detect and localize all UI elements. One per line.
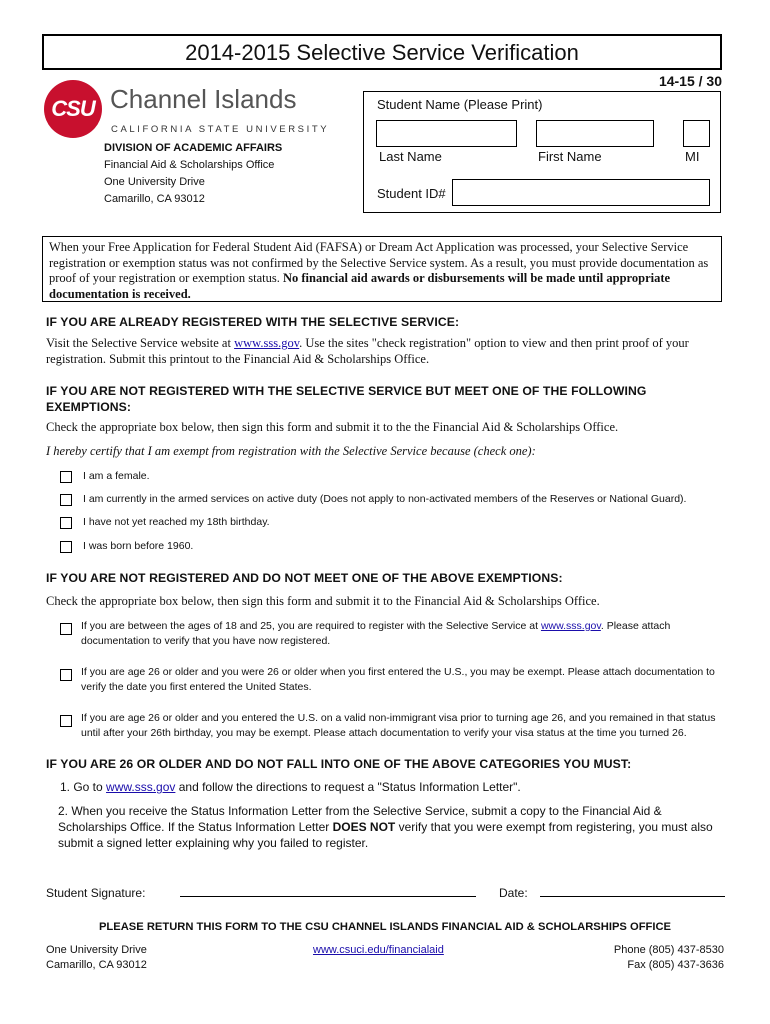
not-exempt-heading: IF YOU ARE NOT REGISTERED AND DO NOT MEET ONE OF THE ABOVE EXEMPTIONS: bbox=[46, 571, 563, 585]
footer-city: Camarillo, CA 93012 bbox=[46, 959, 147, 971]
student-name-label: Student Name (Please Print) bbox=[377, 97, 543, 112]
mi-label: MI bbox=[685, 149, 700, 164]
step2-text-before: 2. When you receive the Status Information Letter from the Selective Service, submit a copy to the Financial Aid & Scholarships Office. If the Status Information Letter bbox=[58, 804, 662, 834]
division-name: DIVISION OF ACADEMIC AFFAIRS bbox=[104, 142, 283, 154]
registered-heading: IF YOU ARE ALREADY REGISTERED WITH THE SELECTIVE SERVICE: bbox=[46, 315, 460, 329]
exempt-female-checkbox[interactable] bbox=[60, 471, 72, 483]
student-id-field[interactable] bbox=[452, 179, 710, 206]
age-26-visa-option: If you are age 26 or older and you entered the U.S. on a valid non-immigrant visa prior to turning age 26, and you remained in that status until after your 26th birthday, you may be exempt. Please attach documentation to verify your visa status at the time you turned 26. bbox=[81, 712, 716, 739]
office-city: Camarillo, CA 93012 bbox=[104, 193, 205, 205]
mi-field[interactable] bbox=[683, 120, 710, 147]
exempt-heading-line2: EXEMPTIONS: bbox=[46, 400, 132, 414]
student-id-label: Student ID# bbox=[377, 186, 446, 201]
exempt-option: I am a female. bbox=[83, 470, 150, 482]
exempt-option: I have not yet reached my 18th birthday. bbox=[83, 516, 270, 528]
age-26-visa-checkbox[interactable] bbox=[60, 715, 72, 727]
first-name-label: First Name bbox=[538, 149, 602, 164]
not-exempt-instruction: Check the appropriate box below, then sign this form and submit it to the Financial Aid & Scholarships Office. bbox=[46, 594, 600, 608]
step2-bold-text: DOES NOT bbox=[332, 820, 396, 834]
sss-link[interactable]: www.sss.gov bbox=[540, 620, 601, 632]
step2-text-after: verify that you were exempt from registering, you must also submit a signed letter explaining why you failed to register. bbox=[58, 820, 713, 850]
department-name: Financial Aid & Scholarships Office bbox=[104, 159, 275, 171]
page-title bbox=[42, 34, 722, 70]
intro-bold-text: No financial aid awards or disbursements will be made until appropriate documentation is received. bbox=[49, 271, 671, 301]
sss-link[interactable]: www.sss.gov bbox=[106, 780, 176, 794]
registered-text bbox=[46, 335, 714, 367]
exempt-option: I was born before 1960. bbox=[83, 540, 194, 552]
sss-link[interactable]: www.sss.gov bbox=[234, 336, 300, 350]
intro-text: When your Free Application for Federal Student Aid (FAFSA) or Dream Act Application was processed, your Selective Service registration or exemption status was not confirmed by the Selective Service system. As a result, you must provide documentation as proof of your registration or exemption status. bbox=[49, 240, 709, 285]
age-26-entered-us-option: If you are age 26 or older and you were 26 or older when you first entered the U.S., you may be exempt. Please attach documentation to verify the date you first entered the United States. bbox=[81, 666, 715, 693]
logo-name: Channel Islands bbox=[110, 84, 297, 114]
exempt-under-18-checkbox[interactable] bbox=[60, 517, 72, 529]
age-18-25-checkbox[interactable] bbox=[60, 623, 72, 635]
step1-text-after: and follow the directions to request a "Status Information Letter". bbox=[175, 780, 521, 794]
footer-phone: Phone (805) 437-8530 bbox=[613, 944, 724, 956]
registered-text-before: Visit the Selective Service website at bbox=[46, 336, 235, 350]
exempt-certify: I hereby certify that I am exempt from registration with the Selective Service because (check one): bbox=[46, 444, 536, 458]
step-1 bbox=[60, 779, 521, 795]
age-18-25-option bbox=[81, 619, 711, 649]
footer-street: One University Drive bbox=[46, 944, 147, 956]
step-2 bbox=[58, 803, 728, 851]
first-name-field[interactable] bbox=[536, 120, 654, 147]
logo-subtitle: CALIFORNIA STATE UNIVERSITY bbox=[111, 124, 330, 135]
date-line[interactable] bbox=[540, 896, 725, 897]
step1-text-before: 1. Go to bbox=[60, 780, 107, 794]
footer-fax: Fax (805) 437-3636 bbox=[627, 959, 724, 971]
office-street: One University Drive bbox=[104, 176, 205, 188]
over-26-heading: IF YOU ARE 26 OR OLDER AND DO NOT FALL INTO ONE OF THE ABOVE CATEGORIES YOU MUST: bbox=[46, 757, 632, 771]
exempt-before-1960-checkbox[interactable] bbox=[60, 541, 72, 553]
last-name-field[interactable] bbox=[376, 120, 517, 147]
registered-text-after: . Use the sites "check registration" option to view and then print proof of your registration. Submit this printout to the Financial Aid & Scholarships Office. bbox=[46, 336, 689, 366]
logo-mark: CSU bbox=[51, 96, 95, 121]
signature-line[interactable] bbox=[180, 896, 476, 897]
title-text: 2014-2015 Selective Service Verification bbox=[185, 40, 579, 65]
intro-notice bbox=[42, 236, 722, 302]
date-label: Date: bbox=[499, 886, 528, 900]
last-name-label: Last Name bbox=[379, 149, 442, 164]
form-code: 14-15 / 30 bbox=[658, 73, 722, 89]
exempt-option: I am currently in the armed services on active duty (Does not apply to non-activated members of the Reserves or National Guard). bbox=[83, 493, 687, 505]
signature-label: Student Signature: bbox=[46, 886, 146, 900]
exempt-heading-line1: IF YOU ARE NOT REGISTERED WITH THE SELECTIVE SERVICE BUT MEET ONE OF THE FOLLOWING bbox=[46, 384, 647, 398]
option1-text-before: If you are between the ages of 18 and 25, you are required to register with the Selective Service at bbox=[81, 620, 541, 632]
age-26-entered-us-checkbox[interactable] bbox=[60, 669, 72, 681]
exempt-active-duty-checkbox[interactable] bbox=[60, 494, 72, 506]
website-link[interactable]: www.csuci.edu/financialaid bbox=[313, 944, 444, 956]
return-notice: PLEASE RETURN THIS FORM TO THE CSU CHANNEL ISLANDS FINANCIAL AID & SCHOLARSHIPS OFFICE bbox=[98, 921, 672, 933]
option1-text-after: . Please attach documentation to verify that you have now registered. bbox=[81, 620, 671, 647]
exempt-instruction: Check the appropriate box below, then sign this form and submit it to the the Financial Aid & Scholarships Office. bbox=[46, 420, 619, 434]
